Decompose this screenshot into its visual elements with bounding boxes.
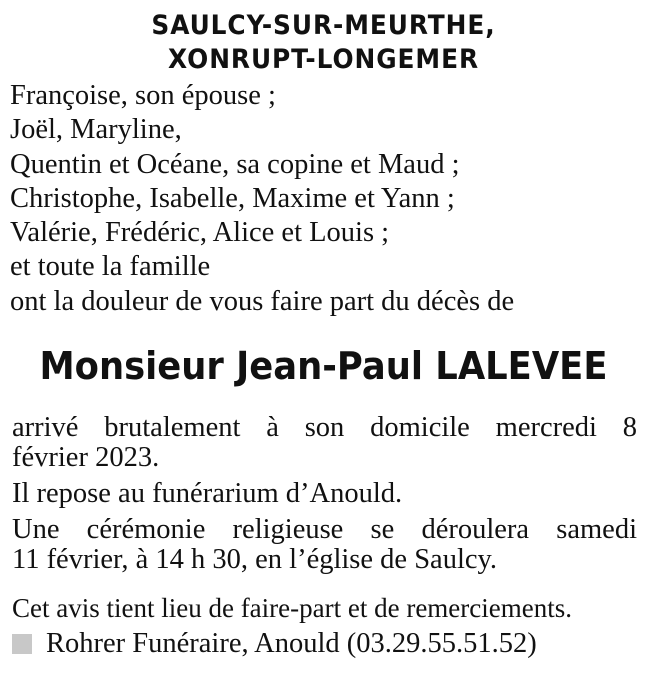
family-line: Joël, Maryline, (10, 114, 182, 146)
rest-line: Il repose au funérarium d’Anould. (12, 478, 403, 510)
death-line: arrivé brutalement à son domicile mercredi 8 (12, 412, 637, 444)
place-line: SAULCY-SUR-MEURTHE, (151, 10, 496, 41)
family-list (10, 79, 647, 319)
family-line: Christophe, Isabelle, Maxime et Yann ; (10, 182, 455, 214)
funeral-home-line (12, 628, 647, 660)
place-line: XONRUPT-LONGEMER (167, 44, 480, 75)
ceremony-line: 11 février, à 14 h 30, en l’église de Saulcy. (12, 544, 498, 576)
death-line: février 2023. (12, 442, 160, 474)
funeral-home-text: Rohrer Funéraire, Anould (03.29.55.51.52) (46, 628, 537, 660)
square-bullet-icon (12, 634, 32, 654)
family-line: Quentin et Océane, sa copine et Maud ; (10, 148, 460, 180)
family-line: ont la douleur de vous faire part du décès de (10, 285, 515, 317)
place-header (26, 0, 621, 77)
family-line: Valérie, Frédéric, Alice et Louis ; (10, 217, 390, 249)
family-line: Françoise, son épouse ; (10, 80, 276, 111)
family-line: et toute la famille (10, 251, 211, 283)
notice-line: Cet avis tient lieu de faire-part et de remerciements. (12, 593, 572, 624)
ceremony-line: Une cérémonie religieuse se déroulera samedi (12, 514, 637, 546)
deceased-name: Monsieur Jean-Paul LALEVEE (39, 344, 608, 389)
details-block (12, 413, 637, 575)
